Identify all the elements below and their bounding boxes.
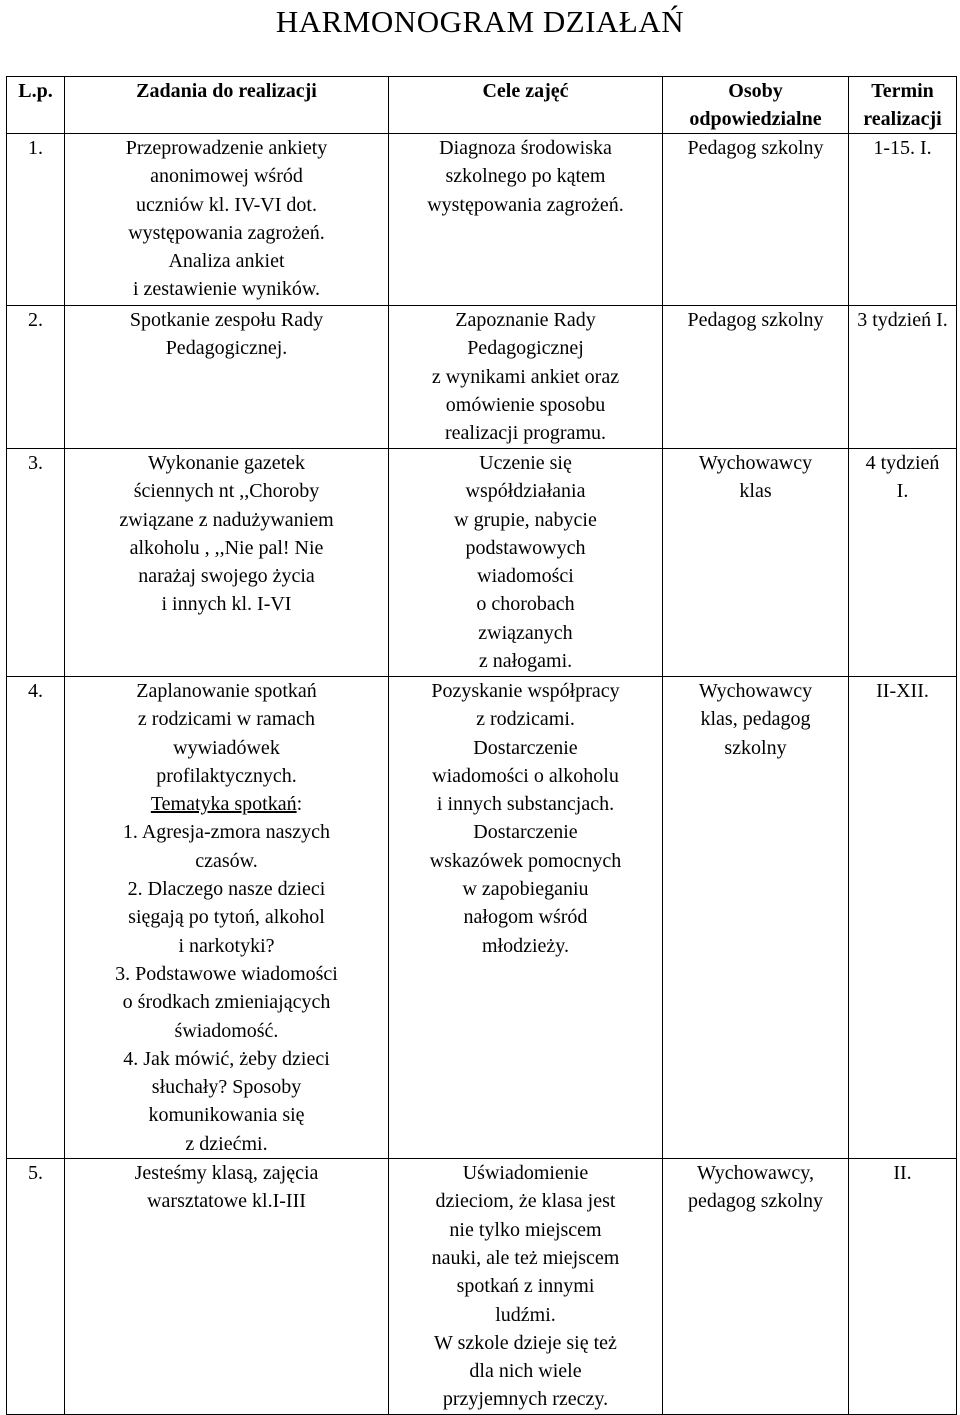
task-cell: Spotkanie zespołu Rady Pedagogicznej.: [65, 306, 389, 449]
goal-cell: Diagnoza środowiska szkolnego po kątem występowania zagrożeń.: [389, 134, 663, 306]
deadline-cell: II.: [849, 1159, 957, 1415]
page-title: HARMONOGRAM DZIAŁAŃ: [275, 4, 685, 39]
row-number: 5.: [7, 1159, 65, 1415]
goal-cell: Zapoznanie Rady Pedagogicznej z wynikami ankiet oraz omówienie sposobu realizacji programu.: [389, 306, 663, 449]
deadline-cell: 3 tydzień I.: [849, 306, 957, 449]
header-lp: L.p.: [7, 77, 65, 134]
row-number: 4.: [7, 677, 65, 1159]
task-cell: Przeprowadzenie ankiety anonimowej wśród uczniów kl. IV-VI dot. występowania zagrożeń. Analiza ankiet i zestawienie wyników.: [65, 134, 389, 306]
row-number: 1.: [7, 134, 65, 306]
header-tasks: Zadania do realizacji: [65, 77, 389, 134]
task-cell: Wykonanie gazetek ściennych nt ,,Choroby związane z nadużywaniem alkoholu , ,,Nie pal! Nie narażaj swojego życia i innych kl. I-VI: [65, 449, 389, 677]
header-goals: Cele zajęć: [389, 77, 663, 134]
topics-colon: :: [296, 793, 303, 816]
table-row: [7, 449, 957, 677]
persons-cell: Pedagog szkolny: [663, 306, 849, 449]
deadline-cell: 4 tydzień I.: [849, 449, 957, 677]
persons-cell: Wychowawcy klas: [663, 449, 849, 677]
deadline-cell: II-XII.: [849, 677, 957, 1159]
goal-cell: Uświadomienie dzieciom, że klasa jest nie tylko miejscem nauki, ale też miejscem spotkań z innymi ludźmi. W szkole dzieje się też dla nich wiele przyjemnych rzeczy.: [389, 1159, 663, 1415]
table-row: [7, 677, 957, 1159]
persons-cell: Pedagog szkolny: [663, 134, 849, 306]
table-header-row: [7, 77, 957, 134]
topics-label: Tematyka spotkań: [150, 793, 297, 816]
schedule-table: [6, 76, 957, 1415]
row-number: 2.: [7, 306, 65, 449]
deadline-cell: 1-15. I.: [849, 134, 957, 306]
header-persons: Osoby odpowiedzialne: [663, 77, 849, 134]
task-cell: [65, 677, 389, 1159]
table-row: [7, 306, 957, 449]
topics-list: 1. Agresja-zmora naszych czasów. 2. Dlaczego nasze dzieci sięgają po tytoń, alkohol i narkotyki? 3. Podstawowe wiadomości o środkach zmieniających świadomość. 4. Jak mówić, żeby dzieci słuchały? Sposoby komunikowania się z dziećmi.: [115, 821, 338, 1155]
persons-cell: Wychowawcy klas, pedagog szkolny: [663, 677, 849, 1159]
persons-cell: Wychowawcy, pedagog szkolny: [663, 1159, 849, 1415]
goal-cell: Pozyskanie współpracy z rodzicami. Dostarczenie wiadomości o alkoholu i innych substancjach. Dostarczenie wskazówek pomocnych w zapobieganiu nałogom wśród młodzieży.: [389, 677, 663, 1159]
task-cell: Jesteśmy klasą, zajęcia warsztatowe kl.I-III: [65, 1159, 389, 1415]
table-row: [7, 134, 957, 306]
goal-cell: Uczenie się współdziałania w grupie, nabycie podstawowych wiadomości o chorobach związanych z nałogami.: [389, 449, 663, 677]
header-deadline: Termin realizacji: [849, 77, 957, 134]
topics-heading: [65, 790, 388, 818]
task-intro: Zaplanowanie spotkań z rodzicami w ramach wywiadówek profilaktycznych.: [136, 680, 317, 787]
table-row: [7, 1159, 957, 1415]
row-number: 3.: [7, 449, 65, 677]
